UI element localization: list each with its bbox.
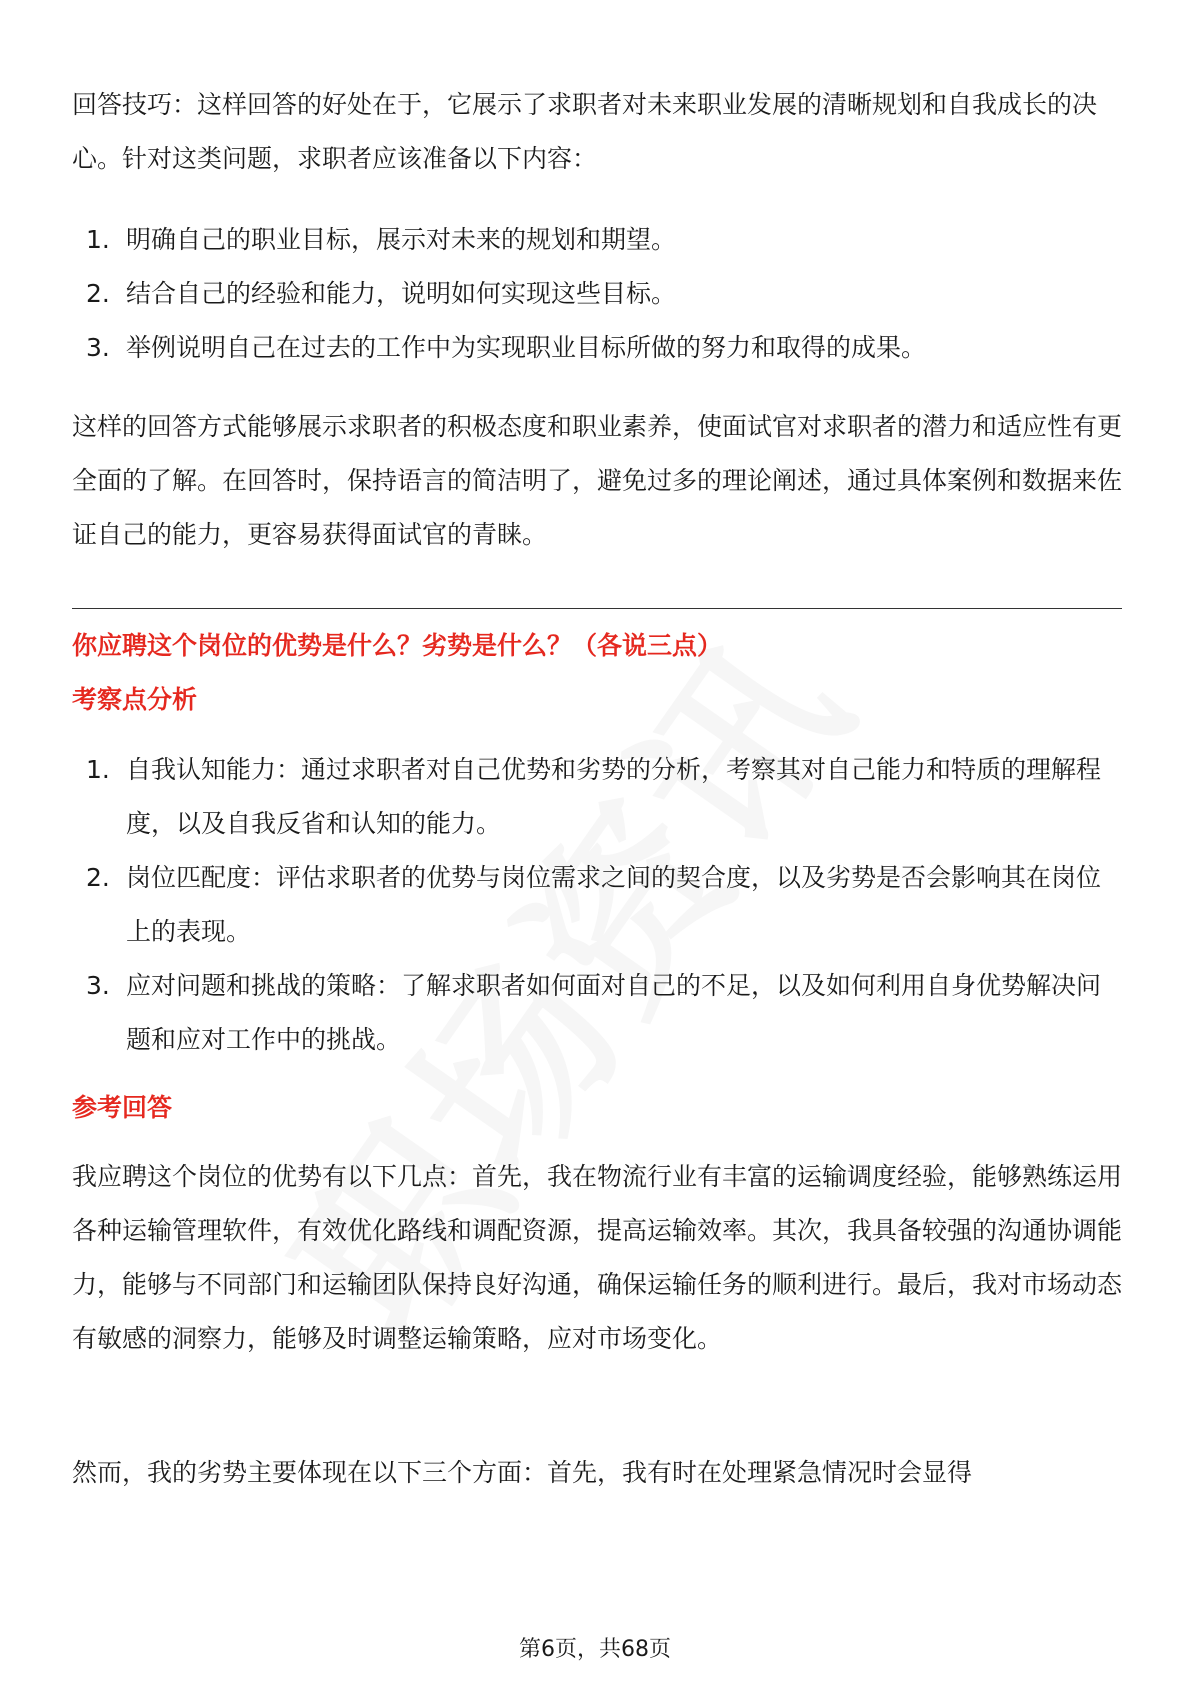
list-item (72, 213, 1122, 267)
list-item-text: 明确自己的职业目标，展示对未来的规划和期望。 (126, 225, 677, 254)
list-item-text: 岗位匹配度：评估求职者的优势与岗位需求之间的契合度，以及劣势是否会影响其在岗位上的表现。 (126, 863, 1102, 946)
list-item (72, 851, 1122, 959)
list-item (72, 959, 1122, 1067)
answer-paragraph-continued: 然而，我的劣势主要体现在以下三个方面：首先，我有时在处理紧急情况时会显得 (72, 1458, 973, 1487)
list-number: 2. (86, 863, 110, 892)
list-number: 3. (86, 971, 110, 1000)
list-item-text: 举例说明自己在过去的工作中为实现职业目标所做的努力和取得的成果。 (126, 333, 927, 362)
analysis-list (72, 743, 1122, 1067)
list-item (72, 321, 1122, 375)
list-number: 2. (86, 279, 110, 308)
list-item-text: 结合自己的经验和能力，说明如何实现这些目标。 (126, 279, 677, 308)
summary-paragraph: 这样的回答方式能够展示求职者的积极态度和职业素养，使面试官对求职者的潜力和适应性有更全面的了解。在回答时，保持语言的简洁明了，避免过多的理论阐述，通过具体案例和数据来佐证自己的能力，更容易获得面试官的青睐。 (72, 412, 1123, 549)
list-item (72, 267, 1122, 321)
intro-paragraph: 回答技巧：这样回答的好处在于，它展示了求职者对未来职业发展的清晰规划和自我成长的决心。针对这类问题，求职者应该准备以下内容： (72, 90, 1098, 173)
analysis-heading: 考察点分析 (72, 685, 198, 714)
list-number: 1. (86, 225, 110, 254)
page-footer: 第6页，共68页 (519, 1637, 671, 1662)
list-number: 3. (86, 333, 110, 362)
list-item (72, 743, 1122, 851)
list-number: 1. (86, 755, 110, 784)
answer-paragraph: 我应聘这个岗位的优势有以下几点：首先，我在物流行业有丰富的运输调度经验，能够熟练运用各种运输管理软件，有效优化路线和调配资源，提高运输效率。其次，我具备较强的沟通协调能力，能够与不同部门和运输团队保持良好沟通，确保运输任务的顺利进行。最后，我对市场动态有敏感的洞察力，能够及时调整运输策略，应对市场变化。 (72, 1162, 1123, 1353)
list-item-text: 应对问题和挑战的策略：了解求职者如何面对自己的不足，以及如何利用自身优势解决问题和应对工作中的挑战。 (126, 971, 1102, 1054)
reference-heading: 参考回答 (72, 1093, 173, 1122)
tips-list (72, 213, 1122, 375)
section-divider (72, 608, 1122, 609)
list-item-text: 自我认知能力：通过求职者对自己优势和劣势的分析，考察其对自己能力和特质的理解程度，以及自我反省和认知的能力。 (126, 755, 1102, 838)
question-heading: 你应聘这个岗位的优势是什么？劣势是什么？（各说三点） (72, 631, 723, 660)
